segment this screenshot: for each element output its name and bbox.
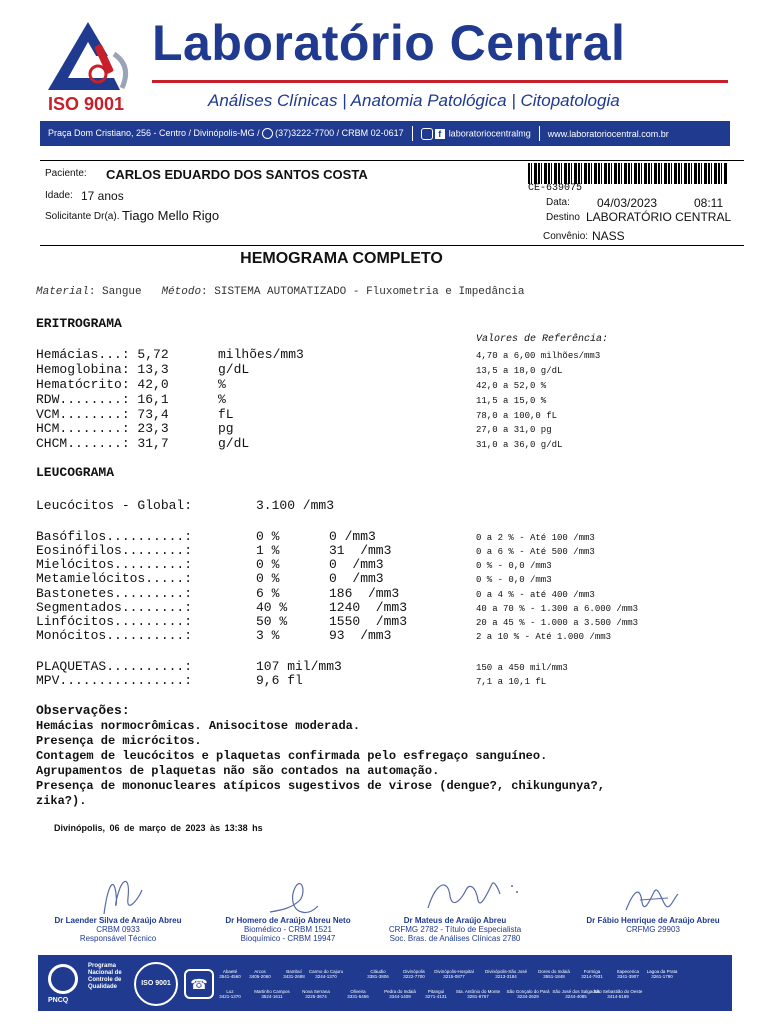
patient-age: 17 anos (81, 189, 124, 203)
location-phone: 3281-8767 (467, 994, 489, 999)
leuco-row-ref: 0 a 4 % - até 400 /mm3 (476, 590, 595, 600)
leuco-row-label: Monócitos..........: (36, 628, 193, 643)
signer-name: Dr Homero de Araújo Abreu Neto (225, 916, 351, 925)
location-city: São José dos Salgados (552, 989, 600, 994)
location-city: Cláudio (370, 969, 386, 974)
leuco-row-abs: 186 /mm3 (329, 586, 400, 601)
location-phone: 3214-7931 (581, 974, 603, 979)
location-city: Pedra do Indaiá (384, 989, 416, 994)
leuco-row-ref: 0 % - 0,0 /mm3 (476, 561, 552, 571)
signer-credential: CRFMG 2782 - Título de Especialista (388, 925, 522, 934)
location-phone: 3431-2688 (283, 974, 305, 979)
contact-social[interactable] (413, 128, 539, 140)
location-city: São Gonçalo do Pará (506, 989, 550, 994)
signer-name: Dr Mateus de Araújo Abreu (403, 916, 507, 925)
location-city: Formiga (583, 969, 601, 974)
location-city: Divinópolis-Hospital (434, 969, 474, 974)
signer-role: Soc. Bras. de Análises Clínicas 2780 (389, 934, 521, 943)
location-phone: 3331-6456 (347, 994, 369, 999)
signer-credential: CRFMG 29903 (626, 925, 680, 934)
eritro-row-ref: 27,0 a 31,0 pg (476, 425, 552, 435)
leuco-row-label: Bastonetes.........: (36, 586, 193, 601)
signature-block (203, 916, 373, 943)
leucocitos-global-label: Leucócitos - Global: (36, 498, 193, 513)
location-city: Pitangui (427, 989, 445, 994)
leuco-row-abs: 93 /mm3 (329, 628, 392, 643)
observation-line: zika?). (36, 794, 87, 808)
leuco-row-label: Basófilos..........: (36, 529, 193, 544)
location-city: Bambuí (286, 969, 302, 974)
location-city: Arcos (254, 969, 266, 974)
signature-block (33, 916, 203, 943)
eritro-row-ref: 78,0 a 100,0 fL (476, 411, 558, 421)
exam-title: HEMOGRAMA COMPLETO (240, 250, 443, 267)
instagram-icon (421, 128, 433, 140)
destination: LABORATÓRIO CENTRAL (586, 210, 732, 224)
location-phone: 3341-3907 (617, 974, 639, 979)
material-label: Material (36, 286, 89, 298)
location-city: Sta. Antônio do Monte (455, 989, 501, 994)
pncq-label: PNCQ (48, 997, 69, 1004)
signer-credential: CRBM 0933 (96, 925, 140, 934)
observations-title: Observações: (36, 703, 130, 718)
leuco-row-pct: 40 % (256, 600, 288, 615)
location-phone: 3344-1409 (389, 994, 411, 999)
brand-tagline: Análises Clínicas | Anatomia Patológica | Citopatologia (208, 91, 620, 110)
observation-line: Hemácias normocrômicas. Anisocitose moderada. (36, 719, 361, 733)
leuco-row-ref: 40 a 70 % - 1.300 a 6.000 /mm3 (476, 604, 639, 614)
location-city: Carmo do Cajuru (308, 969, 344, 974)
location-phone: 3271-4131 (425, 994, 447, 999)
location-phone: 3421-1370 (219, 994, 241, 999)
location-phone: 3213-3184 (495, 974, 517, 979)
brand-divider (152, 80, 728, 83)
facebook-icon: f (435, 129, 445, 139)
eritro-row-unit: fL (218, 407, 234, 422)
leuco-row-abs: 0 /mm3 (329, 571, 384, 586)
location-phone: 3244-4085 (565, 994, 587, 999)
plaq-row-value: 9,6 fl (256, 673, 303, 688)
observation-line: Presença de mononucleares atípicos sugestivos de virose (dengue?, chikungunya?, (36, 779, 605, 793)
leuco-row-ref: 0 % - 0,0 /mm3 (476, 575, 552, 585)
eritro-row-ref: 42,0 a 52,0 % (476, 381, 547, 391)
eritro-row-unit: g/dL (218, 362, 250, 377)
eritro-row-label: RDW........: 16,1 (36, 392, 169, 407)
patient-name-label: Paciente: (45, 168, 87, 179)
location-item (296, 969, 356, 979)
location-phone: 3524-1611 (261, 994, 283, 999)
destination-label: Destino (546, 212, 580, 223)
leuco-row-ref: 20 a 45 % - 1.000 a 3.500 /mm3 (476, 618, 639, 628)
eritro-row-ref: 11,5 a 15,0 % (476, 396, 547, 406)
patient-age-label: Idade: (45, 190, 73, 201)
location-phone: 3234-2629 (517, 994, 539, 999)
leuco-row-label: Mielócitos.........: (36, 557, 193, 572)
signer-name: Dr Fábio Henrique de Araújo Abreu (586, 916, 720, 925)
social-handle: laboratoriocentralmg (448, 127, 531, 138)
eritro-row-ref: 31,0 a 36,0 g/dL (476, 440, 563, 450)
signature-homero (262, 870, 322, 920)
location-city: Lagoa da Prata (646, 969, 678, 974)
crbm-text: / CRBM 02-0617 (336, 127, 404, 138)
whatsapp-icon (262, 128, 273, 139)
leuco-row-abs: 1550 /mm3 (329, 614, 408, 629)
leuco-row-abs: 0 /mm3 (329, 529, 376, 544)
location-phone: 3244-1370 (315, 974, 337, 979)
eritro-row-unit: pg (218, 421, 234, 436)
requesting-doctor: Tiago Mello Rigo (122, 208, 220, 223)
location-city: Itapecerica (616, 969, 639, 974)
reference-values-title: Valores de Referência: (476, 334, 609, 345)
leuco-row-ref: 0 a 6 % - Até 500 /mm3 (476, 547, 595, 557)
leuco-row-abs: 0 /mm3 (329, 557, 384, 572)
observation-line: Presença de micrócitos. (36, 734, 202, 748)
signer-role: Bioquímico - CRBM 19947 (240, 934, 336, 943)
signature-mateus (420, 872, 520, 916)
location-phone: 3381-3806 (367, 974, 389, 979)
location-item (632, 969, 692, 979)
leuco-row-pct: 3 % (256, 628, 280, 643)
footer-bar (38, 955, 732, 1011)
contact-site[interactable]: www.laboratoriocentral.com.br (547, 128, 669, 139)
signer-role: Responsável Técnico (79, 934, 157, 943)
material-value: : Sangue (88, 286, 142, 298)
eritro-row-label: CHCM.......: 31,7 (36, 436, 169, 451)
signature-laender (90, 870, 150, 920)
leuco-row-pct: 50 % (256, 614, 288, 629)
leuco-row-label: Metamielócitos.....: (36, 571, 193, 586)
plaq-row-ref: 7,1 a 10,1 fL (476, 677, 547, 687)
plaq-row-ref: 150 a 450 mil/mm3 (476, 663, 568, 673)
location-phone: 3215-0877 (443, 974, 465, 979)
plaq-row-label: MPV................: (36, 673, 193, 688)
eritro-row-label: Hematócrito: 42,0 (36, 377, 169, 392)
leuco-row-label: Eosinófilos........: (36, 543, 193, 558)
eritro-row-unit: % (218, 392, 226, 407)
pncq-logo (48, 964, 78, 994)
insurance: NASS (592, 229, 625, 243)
phone-icon: ☎ (184, 969, 214, 999)
brand-title: Laboratório Central (152, 15, 626, 71)
plaq-row-label: PLAQUETAS..........: (36, 659, 193, 674)
location-city: Abaeté (222, 969, 238, 974)
eritro-row-unit: % (218, 377, 226, 392)
date-label: Data: (546, 197, 570, 208)
leuco-row-pct: 0 % (256, 557, 280, 572)
patient-top-rule (40, 160, 744, 161)
observation-line: Agrupamentos de plaquetas não são contados na automação. (36, 764, 440, 778)
location-city: São Sebastião do Oeste (593, 989, 643, 994)
pncq-text-line: Programa (88, 963, 117, 969)
eritro-row-ref: 13,5 a 18,0 g/dL (476, 366, 563, 376)
method-label: Método (161, 286, 202, 298)
method-value: : SISTEMA AUTOMATIZADO - Fluxometria e Impedância (201, 286, 525, 298)
eritrograma-title: ERITROGRAMA (36, 316, 122, 331)
plaq-row-value: 107 mil/mm3 (256, 659, 342, 674)
location-phone: 3261-1790 (651, 974, 673, 979)
leuco-row-pct: 6 % (256, 586, 280, 601)
location-city: Luz (226, 989, 234, 994)
pncq-text-line: Qualidade (88, 984, 118, 990)
address-text: Praça Dom Cristiano, 256 - Centro / Divinópolis-MG / (48, 127, 260, 138)
leuco-row-pct: 1 % (256, 543, 280, 558)
barcode (528, 163, 728, 184)
eritro-row-label: VCM........: 73,4 (36, 407, 169, 422)
contact-address (40, 128, 412, 139)
pncq-text (88, 963, 122, 991)
leuco-row-ref: 0 a 2 % - Até 100 /mm3 (476, 533, 595, 543)
iso-label: ISO 9001 (48, 94, 125, 114)
pncq-text-line: Controle de (88, 977, 122, 983)
contact-bar (40, 121, 730, 146)
location-item (588, 989, 648, 999)
leucograma-title: LEUCOGRAMA (36, 465, 115, 480)
signed-at: Divinópolis, 06 de março de 2023 às 13:38 hs (54, 823, 263, 833)
signer-name: Dr Laender Silva de Araújo Abreu (54, 916, 182, 925)
leuco-row-label: Linfócitos.........: (36, 614, 193, 629)
location-phone: 3225-3674 (305, 994, 327, 999)
leuco-row-label: Segmentados........: (36, 600, 193, 615)
location-city: Divinópolis-São José (484, 969, 528, 974)
location-phone: 3541-4560 (219, 974, 241, 979)
signature-block (370, 916, 540, 943)
location-phone: 3414-5169 (607, 994, 629, 999)
eritro-row-label: Hemoglobina: 13,3 (36, 362, 169, 377)
location-phone: 3222-7700 (403, 974, 425, 979)
leuco-row-abs: 31 /mm3 (329, 543, 392, 558)
sample-code: CE-639075 (528, 183, 583, 194)
iso-seal: ISO 9001 (134, 962, 178, 1006)
patient-bottom-rule (40, 245, 744, 246)
requesting-doctor-label: Solicitante Dr(a). (45, 211, 120, 222)
collection-time: 08:11 (694, 196, 724, 210)
leuco-row-pct: 0 % (256, 529, 280, 544)
collection-date: 04/03/2023 (597, 196, 658, 210)
location-city: Martinho Campos (254, 989, 290, 994)
leuco-row-pct: 0 % (256, 571, 280, 586)
phone-text: (37)3222-7700 (275, 127, 335, 138)
leucocitos-global-value: 3.100 /mm3 (256, 498, 335, 513)
leuco-row-abs: 1240 /mm3 (329, 600, 408, 615)
signer-credential: Biomédico - CRBM 1521 (243, 925, 333, 934)
location-phone: 3551-1848 (543, 974, 565, 979)
location-item (424, 969, 484, 979)
eritro-row-unit: milhões/mm3 (218, 347, 304, 362)
eritro-row-ref: 4,70 a 6,00 milhões/mm3 (476, 351, 601, 361)
signature-fabio (620, 880, 680, 920)
eritro-row-label: Hemácias...: 5,72 (36, 347, 169, 362)
observation-line: Contagem de leucócitos e plaquetas confirmada pelo esfregaço sanguíneo. (36, 749, 548, 763)
location-city: Oliveira (350, 989, 366, 994)
leuco-row-ref: 2 a 10 % - Até 1.000 /mm3 (476, 632, 612, 642)
material-method-line (36, 286, 525, 298)
insurance-label: Convênio: (543, 231, 589, 242)
location-city: Dores do Indaiá (538, 969, 570, 974)
location-phone: 3405-2060 (249, 974, 271, 979)
pncq-text-line: Nacional de (88, 970, 122, 976)
eritro-row-unit: g/dL (218, 436, 250, 451)
lab-logo (44, 16, 140, 98)
location-city: Divinópolis (403, 969, 425, 974)
patient-name: CARLOS EDUARDO DOS SANTOS COSTA (106, 167, 368, 182)
eritro-row-label: HCM........: 23,3 (36, 421, 169, 436)
signature-block (568, 916, 738, 934)
location-city: Nova Serrana (302, 989, 330, 994)
